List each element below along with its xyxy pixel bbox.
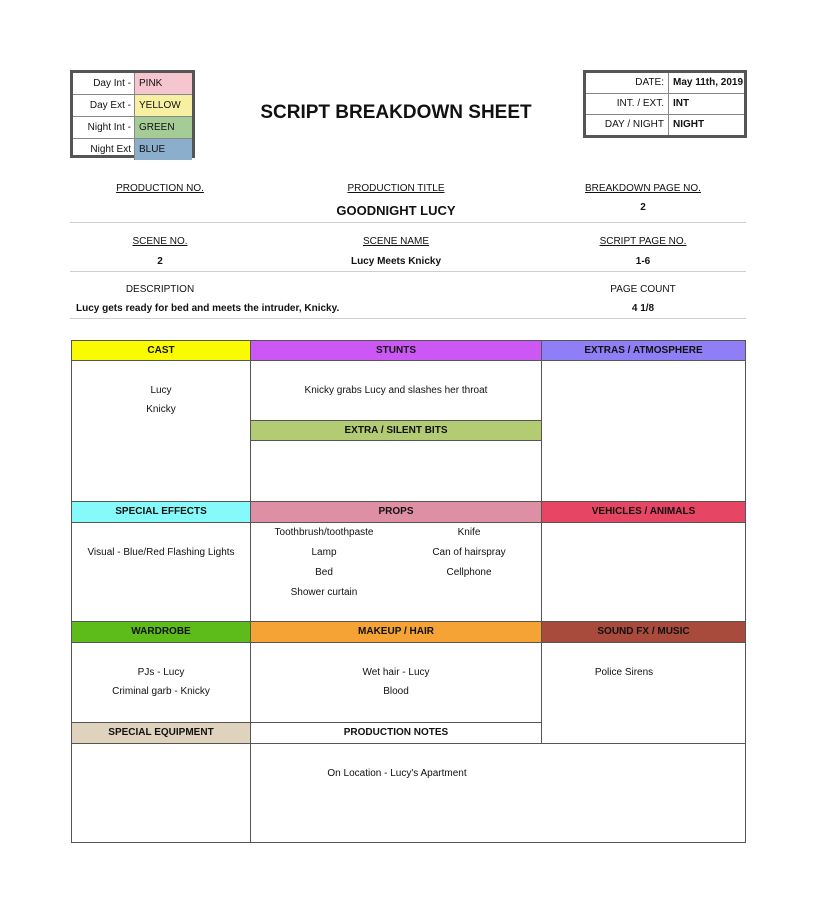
color-key-label: Night Int - [73,117,135,138]
color-key-row-night-ext [73,139,192,160]
description-value: Lucy gets ready for bed and meets the intruder, Knicky. [76,303,340,314]
date-box [583,70,747,138]
vehicles-box [541,522,746,622]
page-title: SCRIPT BREAKDOWN SHEET [260,102,532,123]
scene-no-label: SCENE NO. [132,236,188,247]
production-notes-header: PRODUCTION NOTES [250,722,542,744]
day-night-label: DAY / NIGHT [586,115,669,135]
props-box [250,522,542,622]
color-key-label: Day Ext - [73,95,135,116]
divider [70,318,746,319]
vehicles-header: VEHICLES / ANIMALS [541,501,746,523]
color-key-swatch: PINK [135,73,192,94]
wardrobe-header: WARDROBE [71,621,251,643]
special-effects-item: Visual - Blue/Red Flashing Lights [87,547,235,558]
description-label: DESCRIPTION [125,284,195,295]
special-effects-box [71,522,251,622]
cast-box [71,360,251,502]
extras-header: EXTRAS / ATMOSPHERE [541,340,746,361]
production-notes-item: On Location - Lucy's Apartment [327,768,467,779]
props-header: PROPS [250,501,542,523]
stunts-item: Knicky grabs Lucy and slashes her throat [304,385,488,396]
production-title-value: GOODNIGHT LUCY [336,203,456,218]
makeup-item: Wet hair - Lucy [362,667,430,678]
production-notes-box [250,743,746,843]
date-row [586,73,744,94]
page-count-label: PAGE COUNT [610,284,676,295]
sound-item: Police Sirens [594,667,654,678]
sound-box [541,642,746,744]
color-key-label: Day Int - [73,73,135,94]
makeup-item: Blood [383,686,409,697]
props-item: Toothbrush/toothpaste [274,527,374,538]
props-item: Shower curtain [290,587,358,598]
props-item: Cellphone [446,567,492,578]
script-page-value: 1-6 [635,256,651,267]
makeup-header: MAKEUP / HAIR [250,621,542,643]
scene-name-label: SCENE NAME [362,236,430,247]
wardrobe-item: Criminal garb - Knicky [112,686,210,697]
day-night-row [586,115,744,135]
scene-no-value: 2 [157,256,163,267]
page-count-value: 4 1/8 [631,303,655,314]
color-key-swatch: GREEN [135,117,192,138]
wardrobe-item: PJs - Lucy [137,667,185,678]
int-ext-row [586,94,744,115]
color-key-swatch: YELLOW [135,95,192,116]
color-key-row-night-int [73,117,192,139]
day-night-value: NIGHT [673,119,705,130]
production-title-label: PRODUCTION TITLE [347,183,445,194]
props-item: Bed [315,567,333,578]
date-value: May 11th, 2019 [673,77,744,88]
wardrobe-box [71,642,251,723]
breakdown-page-label: BREAKDOWN PAGE NO. [585,183,701,194]
special-equipment-header: SPECIAL EQUIPMENT [71,722,251,744]
special-effects-header: SPECIAL EFFECTS [71,501,251,523]
cast-header: CAST [71,340,251,361]
silent-bits-header: EXTRA / SILENT BITS [250,420,542,441]
stunts-box [250,360,542,421]
props-item: Knife [457,527,481,538]
int-ext-label: INT. / EXT. [586,94,669,114]
cast-item: Knicky [146,404,176,415]
extras-box [541,360,746,502]
production-no-label: PRODUCTION NO. [116,183,204,194]
props-item: Lamp [311,547,337,558]
divider [70,271,746,272]
color-key [70,70,195,158]
silent-bits-box [250,440,542,502]
makeup-box [250,642,542,723]
cast-item: Lucy [150,385,172,396]
script-page-label: SCRIPT PAGE NO. [599,236,687,247]
special-equipment-box [71,743,251,843]
date-label: DATE: [586,73,669,93]
color-key-swatch: BLUE [135,139,192,160]
color-key-label: Night Ext [73,139,135,160]
breakdown-page-value: 2 [640,202,646,213]
color-key-row-day-int [73,73,192,95]
stunts-header: STUNTS [250,340,542,361]
props-item: Can of hairspray [432,547,506,558]
divider [70,222,746,223]
scene-name-value: Lucy Meets Knicky [350,256,442,267]
color-key-row-day-ext [73,95,192,117]
int-ext-value: INT [673,98,690,109]
sound-header: SOUND FX / MUSIC [541,621,746,643]
